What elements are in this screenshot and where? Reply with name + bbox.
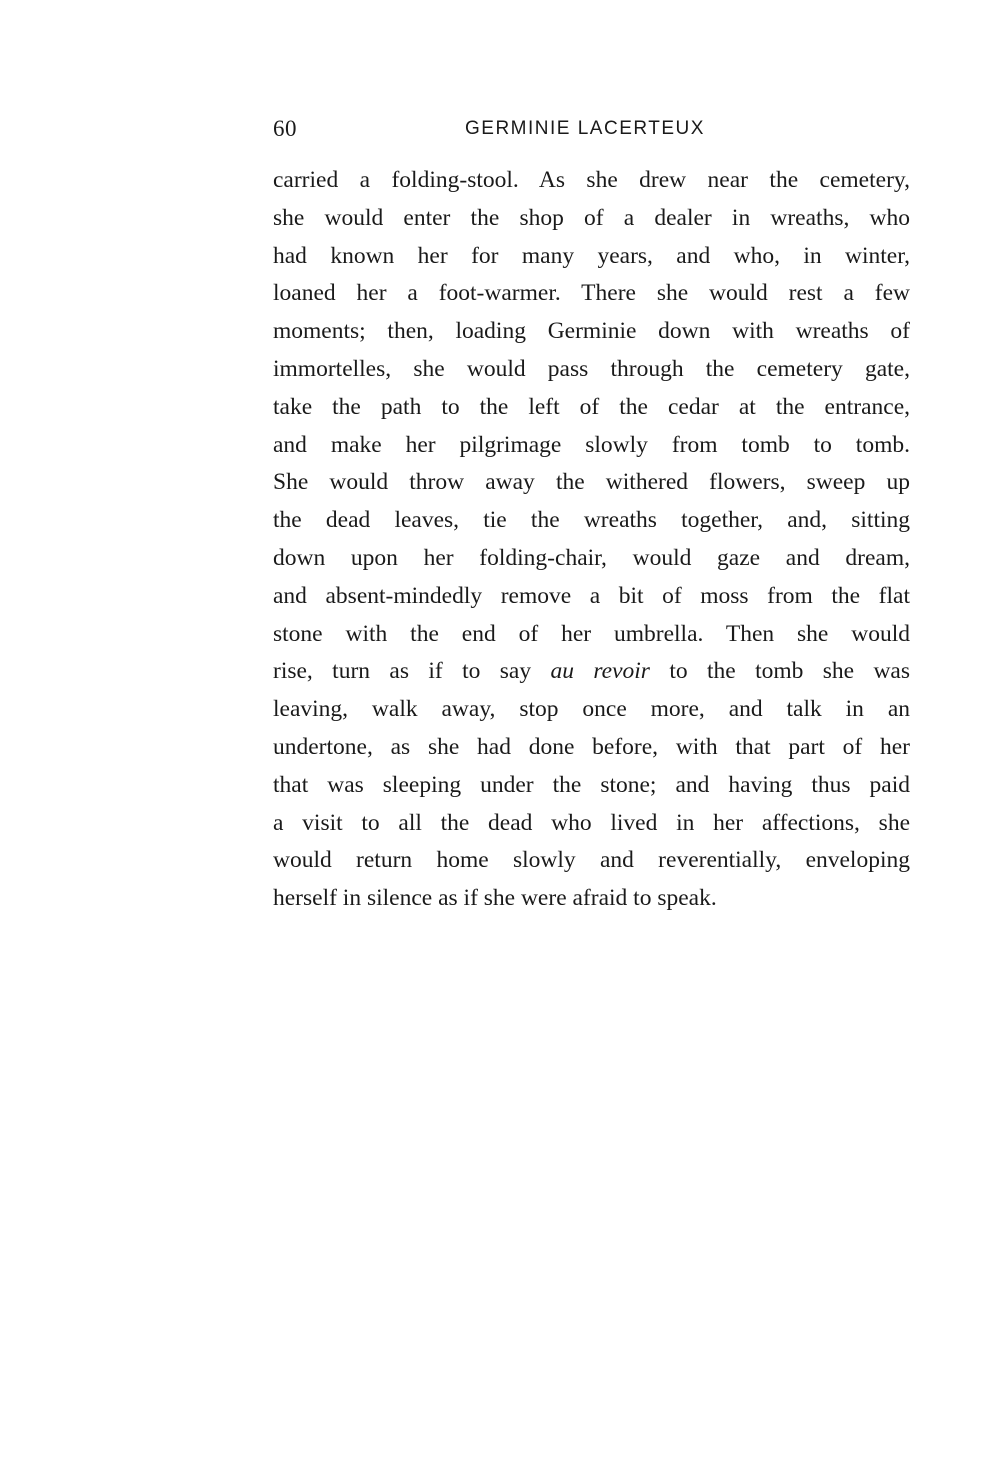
text-line: immortelles, she would pass through the cemetery gate, — [273, 355, 910, 382]
text-line: she would enter the shop of a dealer in wreaths, who — [273, 204, 910, 231]
body-text — [273, 162, 910, 918]
running-title: GERMINIE LACERTEUX — [465, 118, 705, 139]
text-line: and absent-mindedly remove a bit of moss from the flat — [273, 582, 910, 609]
text-line: carried a folding-stool. As she drew near the cemetery, — [273, 167, 910, 193]
italic-phrase: au revoir — [550, 658, 650, 685]
text-segment: to the tomb she was — [649, 658, 911, 685]
text-line: had known her for many years, and who, in winter, — [273, 242, 910, 269]
text-line: that was sleeping under the stone; and having thus paid — [273, 771, 910, 798]
text-line: a visit to all the dead who lived in her affections, she — [273, 809, 910, 836]
text-line: She would throw away the withered flowers, sweep up — [273, 469, 910, 496]
text-line: leaving, walk away, stop once more, and talk in an — [273, 696, 910, 723]
page-number: 60 — [273, 116, 297, 141]
text-line: take the path to the left of the cedar at the entrance, — [273, 393, 910, 420]
text-line: undertone, as she had done before, with that part of her — [273, 733, 910, 760]
text-line: herself in silence as if she were afraid to speak. — [273, 885, 717, 912]
text-line-with-italic — [273, 653, 910, 691]
text-line: and make her pilgrimage slowly from tomb to tomb. — [273, 431, 910, 458]
text-line: moments; then, loading Germinie down with wreaths of — [273, 318, 910, 345]
text-line: would return home slowly and reverentially, enveloping — [273, 847, 910, 874]
text-line: down upon her folding-chair, would gaze and dream, — [273, 544, 910, 571]
page-header — [273, 110, 910, 146]
text-line: stone with the end of her umbrella. Then she would — [273, 620, 910, 647]
text-line: loaned her a foot-warmer. There she would rest a few — [273, 280, 910, 307]
text-segment: rise, turn as if to say — [273, 658, 551, 685]
text-line: the dead leaves, tie the wreaths together, and, sitting — [273, 507, 910, 534]
